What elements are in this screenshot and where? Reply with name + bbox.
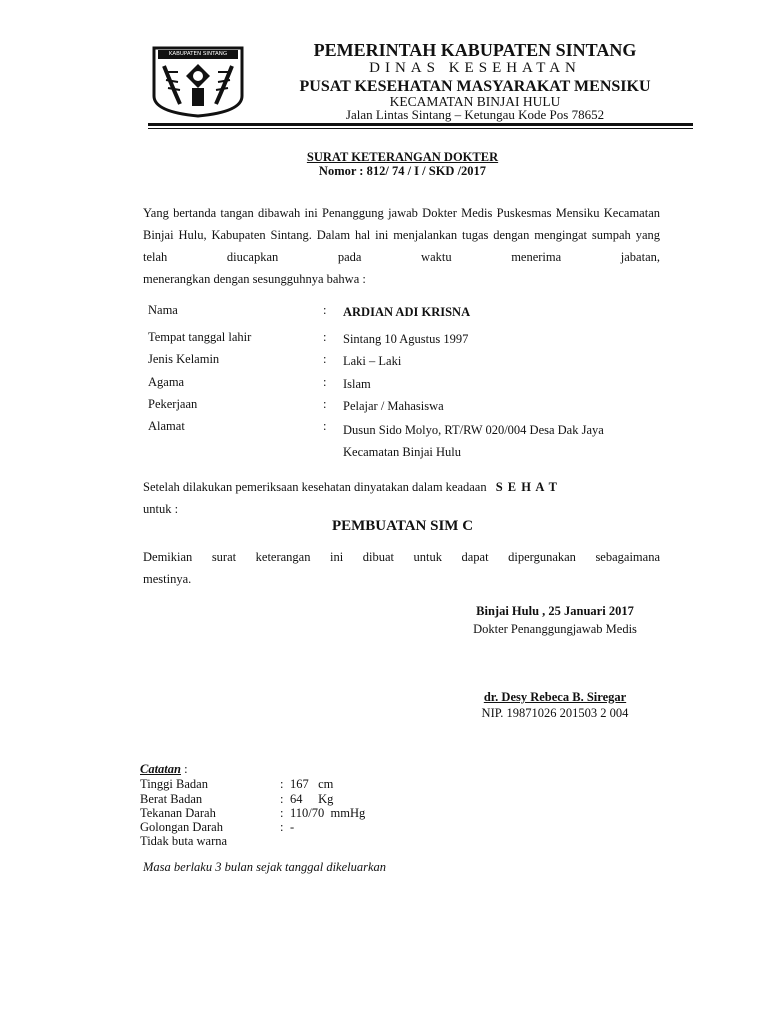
field-label: Nama <box>148 303 178 317</box>
intro-paragraph <box>143 202 660 290</box>
validity-note: Masa berlaku 3 bulan sejak tanggal dikeluarkan <box>143 860 387 874</box>
field-label: Tempat tanggal lahir <box>148 330 252 344</box>
field-label: Alamat <box>148 419 185 433</box>
note-row-blood-type <box>140 820 540 835</box>
header-address: Jalan Lintas Sintang – Ketungau Kode Pos 78652 <box>345 107 605 122</box>
field-row-religion <box>148 375 668 395</box>
regency-logo <box>148 42 248 118</box>
header-divider-thin <box>148 128 693 129</box>
result-paragraph <box>143 476 660 520</box>
header-department: DINAS KESEHATAN <box>369 60 581 76</box>
field-value: ARDIAN ADI KRISNA <box>343 305 471 319</box>
note-label: Berat Badan <box>140 792 203 806</box>
note-value: 167 cm <box>290 777 334 791</box>
closing-last-line: mestinya. <box>143 572 192 586</box>
field-label: Jenis Kelamin <box>148 352 220 366</box>
doctor-nip: NIP. 19871026 201503 2 004 <box>481 706 629 720</box>
note-value: 110/70 mmHg <box>290 806 366 820</box>
closing-body: Demikian surat keterangan ini dibuat untuk dapat dipergunakan sebagaimana <box>143 550 660 564</box>
header-health-center: PUSAT KESEHATAN MASYARAKAT MENSIKU <box>299 78 651 95</box>
note-row-blood-pressure <box>140 806 540 821</box>
field-colon: : <box>323 330 327 344</box>
note-row-height <box>140 777 540 792</box>
document-number: Nomor : 812/ 74 / I / SKD /2017 <box>318 164 487 178</box>
field-value: Pelajar / Mahasiswa <box>343 399 444 413</box>
closing-paragraph <box>143 546 660 590</box>
intro-body: Yang bertanda tangan dibawah ini Penanggung jawab Dokter Medis Puskesmas Mensiku Kecamatan Binjai Hulu, Kabupaten Sintang. Dalam hal ini menjalankan tugas dengan mengingat sumpah yang telah diucapkan pada waktu menerima jabatan, <box>143 206 660 264</box>
notes-heading <box>140 762 188 777</box>
intro-last-line: menerangkan dengan sesungguhnya bahwa : <box>143 272 366 286</box>
note-label: Tekanan Darah <box>140 806 216 820</box>
header-government: PEMERINTAH KABUPATEN SINTANG <box>313 40 637 60</box>
note-row-color-vision <box>140 834 540 849</box>
header-divider-thick <box>148 123 693 126</box>
note-row-weight <box>140 792 540 807</box>
field-row-name <box>148 303 668 323</box>
note-colon: : <box>280 820 284 834</box>
field-label: Pekerjaan <box>148 397 198 411</box>
field-colon: : <box>323 397 327 411</box>
field-row-birth <box>148 330 668 350</box>
signature-role: Dokter Penanggungjawab Medis <box>473 622 637 636</box>
field-row-address <box>148 419 668 459</box>
note-label: Tidak buta warna <box>140 834 228 848</box>
notes-title: Catatan <box>140 762 181 776</box>
note-value: 64 Kg <box>290 792 334 806</box>
field-colon: : <box>323 352 327 366</box>
field-colon: : <box>323 303 327 317</box>
field-value: Dusun Sido Molyo, RT/RW 020/004 Desa Dak Jaya Kecamatan Binjai Hulu <box>343 423 604 459</box>
field-row-occupation <box>148 397 668 417</box>
signature-place-date: Binjai Hulu , 25 Januari 2017 <box>476 604 634 618</box>
logo-lettering: KABUPATEN SINTANG <box>168 51 228 57</box>
doctor-name: dr. Desy Rebeca B. Siregar <box>483 690 627 704</box>
purpose-heading: PEMBUATAN SIM C <box>331 518 474 534</box>
result-status: S E H A T <box>495 480 559 494</box>
note-label: Golongan Darah <box>140 820 223 834</box>
field-value: Sintang 10 Agustus 1997 <box>343 332 469 346</box>
notes-title-suffix: : <box>181 762 188 776</box>
document-title: SURAT KETERANGAN DOKTER <box>306 150 499 164</box>
note-label: Tinggi Badan <box>140 777 208 791</box>
field-value: Laki – Laki <box>343 354 402 368</box>
note-value: - <box>290 820 295 834</box>
field-label: Agama <box>148 375 185 389</box>
note-colon: : <box>280 806 284 820</box>
field-value: Islam <box>343 377 371 391</box>
note-colon: : <box>280 777 284 791</box>
field-colon: : <box>323 375 327 389</box>
header-district: KECAMATAN BINJAI HULU <box>389 94 561 109</box>
field-colon: : <box>323 419 327 433</box>
note-colon: : <box>280 792 284 806</box>
result-text: Setelah dilakukan pemeriksaan kesehatan dinyatakan dalam keadaan <box>143 480 487 494</box>
result-suffix: untuk : <box>143 502 179 516</box>
field-row-gender <box>148 352 668 372</box>
